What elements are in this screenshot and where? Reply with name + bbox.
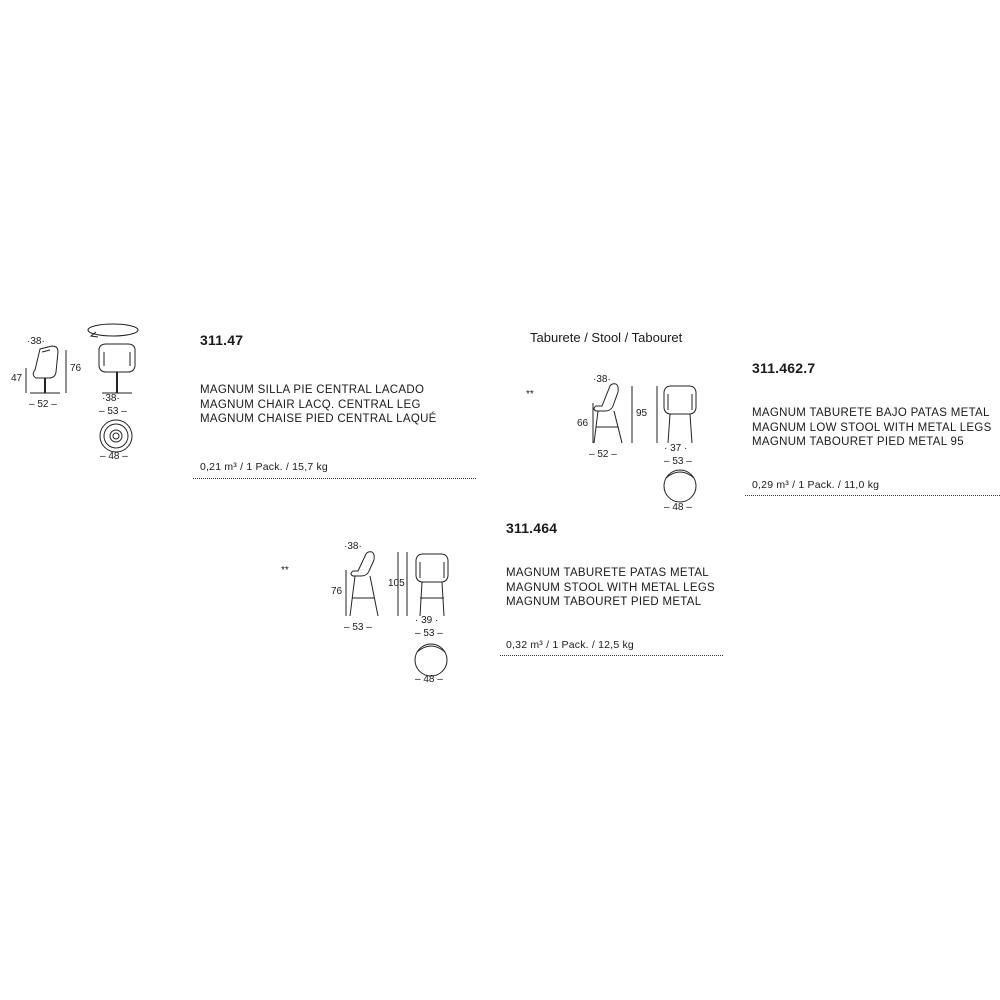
pack-info: 0,29 m³ / 1 Pack. / 11,0 kg: [752, 479, 880, 491]
dim-width-seat: 39: [421, 615, 433, 626]
dim-width: 53: [107, 406, 119, 417]
dotted-divider: [500, 655, 723, 656]
description-line-en: MAGNUM LOW STOOL WITH METAL LEGS: [752, 421, 992, 434]
marker-asterisks: **: [281, 565, 289, 576]
dim-width: 53: [423, 628, 435, 639]
product-code: 311.462.7: [752, 360, 816, 376]
dim-depth: 52: [37, 399, 49, 410]
dim-width-top: 38: [347, 541, 359, 552]
dim-width-top: 38: [30, 336, 42, 347]
dim-width-seat: 38: [105, 393, 117, 404]
description-line-en: MAGNUM STOOL WITH METAL LEGS: [506, 581, 716, 594]
dim-total-height: 76: [70, 363, 82, 374]
dim-seat-height: 76: [331, 586, 343, 597]
description-line-es: MAGNUM TABURETE PATAS METAL: [506, 567, 709, 579]
description-line-es: MAGNUM SILLA PIE CENTRAL LACADO: [200, 384, 425, 396]
dim-seat-height: 47: [11, 373, 23, 384]
dim-total-height: 95: [636, 408, 648, 419]
dim-total-height: 105: [388, 578, 405, 589]
marker-asterisks: **: [526, 389, 534, 400]
description-line-fr: MAGNUM TABOURET PIED METAL 95: [752, 436, 964, 448]
product-code: 311.464: [506, 520, 558, 536]
dim-depth: 52: [597, 449, 609, 460]
description-line-es: MAGNUM TABURETE BAJO PATAS METAL: [752, 407, 990, 419]
dim-base-diameter: 48: [108, 451, 120, 462]
dim-width-top: 38: [596, 374, 608, 385]
description-line-en: MAGNUM CHAIR LACQ. CENTRAL LEG: [200, 398, 421, 411]
product-code: 311.47: [200, 332, 244, 348]
dim-base-diameter: 48: [423, 674, 435, 685]
dim-depth: 53: [352, 622, 364, 633]
description-line-fr: MAGNUM CHAISE PIED CENTRAL LAQUÉ: [200, 413, 437, 425]
pack-info: 0,21 m³ / 1 Pack. / 15,7 kg: [200, 461, 328, 473]
description-line-fr: MAGNUM TABOURET PIED METAL: [506, 596, 702, 608]
section-heading: Taburete / Stool / Tabouret: [530, 330, 683, 345]
pack-info: 0,32 m³ / 1 Pack. / 12,5 kg: [506, 639, 634, 651]
product-description: [506, 566, 715, 610]
dim-width-seat: 37: [670, 443, 682, 454]
dim-width: 53: [672, 456, 684, 467]
dim-base-diameter: 48: [672, 502, 684, 513]
dim-seat-height: 66: [577, 418, 589, 429]
